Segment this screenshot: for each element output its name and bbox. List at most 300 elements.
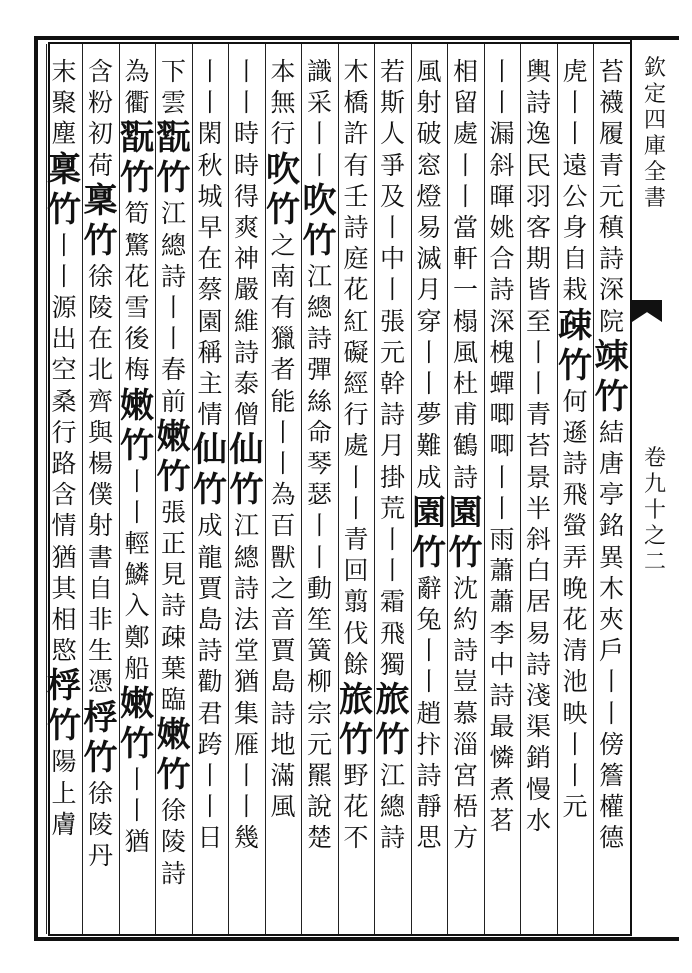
text-char: 獵 xyxy=(270,324,296,354)
entry-text xyxy=(119,198,155,385)
text-char: 江 xyxy=(306,261,332,291)
text-char: 齊 xyxy=(87,386,113,416)
text-char: 慕 xyxy=(452,698,478,728)
text-char: 深 xyxy=(489,306,515,336)
text-char: 詩 xyxy=(452,462,478,492)
text-column-15 xyxy=(83,56,119,871)
entry-text xyxy=(83,261,119,698)
entry-text xyxy=(192,510,228,853)
text-char: 丨 xyxy=(416,369,442,399)
text-char: 水 xyxy=(525,805,551,835)
text-char: 丨 xyxy=(343,493,369,523)
text-char: 膚 xyxy=(51,809,77,839)
text-char: 陵 xyxy=(160,827,186,857)
text-char: 丨 xyxy=(306,542,332,572)
text-char: 獨 xyxy=(379,649,405,679)
text-char: 甫 xyxy=(452,400,478,430)
text-char: 丨 xyxy=(452,181,478,211)
text-char: 花 xyxy=(124,261,150,291)
text-char: 丨 xyxy=(124,765,150,795)
text-char: 詩 xyxy=(233,573,259,603)
column-rule xyxy=(411,44,412,934)
text-char: 島 xyxy=(197,605,223,635)
entry-text xyxy=(156,795,192,889)
text-column-1 xyxy=(594,56,630,854)
text-char: 陽 xyxy=(51,747,77,777)
text-char: 射 xyxy=(87,511,113,541)
text-char: 一 xyxy=(452,275,478,305)
text-column-10 xyxy=(265,56,301,822)
heading-char: 仙 xyxy=(229,430,264,471)
text-char: 宮 xyxy=(452,761,478,791)
inner-border-top xyxy=(48,42,630,44)
text-char: 戶 xyxy=(598,636,624,666)
text-char: 野 xyxy=(343,761,369,791)
text-char: 淄 xyxy=(452,729,478,759)
entry-text xyxy=(557,56,593,306)
heading-char: 竹 xyxy=(83,220,118,261)
text-char: 入 xyxy=(124,591,150,621)
column-rule xyxy=(265,44,266,934)
text-char: 情 xyxy=(197,400,223,430)
text-char: 傍 xyxy=(598,729,624,759)
text-column-12 xyxy=(192,56,228,854)
text-char: 猶 xyxy=(233,667,259,697)
text-char: 江 xyxy=(160,199,186,229)
text-column-9 xyxy=(302,56,338,854)
text-char: 相 xyxy=(452,57,478,86)
text-char: 簷 xyxy=(598,761,624,791)
text-char: 為 xyxy=(270,480,296,510)
entry-heading xyxy=(156,715,192,795)
text-char: 青 xyxy=(525,400,551,430)
text-char: 地 xyxy=(270,729,296,759)
text-char: 幾 xyxy=(233,823,259,853)
text-char: 正 xyxy=(160,529,186,559)
text-char: 楚 xyxy=(306,823,332,853)
text-char: 丨 xyxy=(562,729,588,759)
text-char: 軒 xyxy=(452,244,478,274)
entry-heading xyxy=(411,493,447,573)
text-char: 後 xyxy=(124,324,150,354)
text-char: 丨 xyxy=(489,493,515,523)
text-char: 陵 xyxy=(87,293,113,323)
text-char: 愍 xyxy=(51,636,77,666)
text-char: 丨 xyxy=(306,119,332,149)
text-char: 早 xyxy=(197,213,223,243)
text-char: 二 xyxy=(643,550,666,575)
text-char: 自 xyxy=(562,244,588,274)
text-char: 庫 xyxy=(643,134,666,159)
text-char: 全 xyxy=(643,160,666,185)
text-char: 銘 xyxy=(598,511,624,541)
text-char: 丨 xyxy=(197,88,223,118)
text-char: 花 xyxy=(343,275,369,305)
entry-heading xyxy=(119,684,155,764)
text-char: 螢 xyxy=(562,511,588,541)
text-char: 亭 xyxy=(598,480,624,510)
text-char: 丨 xyxy=(160,293,186,323)
text-char: 賈 xyxy=(197,573,223,603)
text-char: 絲 xyxy=(306,386,332,416)
text-char: 異 xyxy=(598,542,624,572)
text-char: 得 xyxy=(233,181,259,211)
entry-heading xyxy=(83,181,119,261)
entry-text xyxy=(156,198,192,416)
text-char: 詩 xyxy=(416,761,442,791)
text-char: 為 xyxy=(124,57,150,86)
text-char: 丨 xyxy=(598,667,624,697)
text-char: 憑 xyxy=(87,667,113,697)
text-char: 詩 xyxy=(233,337,259,367)
heading-char: 翫 xyxy=(120,118,154,159)
text-char: 雁 xyxy=(233,729,259,759)
entry-text xyxy=(119,56,155,118)
text-char: 末 xyxy=(51,57,77,86)
heading-char: 竹 xyxy=(339,720,373,761)
text-char: 易 xyxy=(525,618,551,648)
text-char: 風 xyxy=(416,57,442,86)
entry-text xyxy=(411,56,447,493)
text-char: 丨 xyxy=(343,462,369,492)
text-char: 豈 xyxy=(452,667,478,697)
heading-char: 竹 xyxy=(120,724,154,765)
center-column-left-rule xyxy=(630,36,632,936)
heading-char: 竹 xyxy=(47,706,81,747)
text-char: 合 xyxy=(489,244,515,274)
text-char: 杜 xyxy=(452,369,478,399)
text-char: 之 xyxy=(270,230,296,260)
text-column-3 xyxy=(521,56,557,836)
text-char: 姚 xyxy=(489,213,515,243)
text-char: 命 xyxy=(306,417,332,447)
text-char: 茗 xyxy=(489,805,515,835)
text-char: 爽 xyxy=(233,213,259,243)
heading-char: 竹 xyxy=(120,158,154,199)
heading-char: 嫩 xyxy=(120,684,154,725)
text-char: 音 xyxy=(270,605,296,635)
text-char: 風 xyxy=(452,337,478,367)
text-char: 蟬 xyxy=(489,369,515,399)
text-char: 詩 xyxy=(197,636,223,666)
text-char: 桑 xyxy=(51,386,77,416)
text-char: 晚 xyxy=(562,573,588,603)
text-char: 有 xyxy=(270,293,296,323)
text-char: 丨 xyxy=(562,761,588,791)
text-char: 丨 xyxy=(379,275,405,305)
text-char: 書 xyxy=(643,186,666,211)
text-char: 丨 xyxy=(416,337,442,367)
entry-text xyxy=(46,56,82,150)
text-char: 神 xyxy=(233,244,259,274)
text-char: 丨 xyxy=(379,525,405,555)
text-char: 詩 xyxy=(160,858,186,888)
entry-text xyxy=(338,760,374,854)
entry-text xyxy=(265,56,301,150)
text-char: 丨 xyxy=(160,324,186,354)
text-char: 不 xyxy=(343,823,369,853)
text-char: 丨 xyxy=(51,230,77,260)
text-char: 之 xyxy=(270,573,296,603)
text-char: 猶 xyxy=(124,827,150,857)
column-rule xyxy=(82,44,83,934)
text-char: 燈 xyxy=(416,181,442,211)
text-char: 池 xyxy=(562,667,588,697)
text-char: 白 xyxy=(525,556,551,586)
text-char: 雪 xyxy=(124,293,150,323)
text-column-5 xyxy=(448,56,484,854)
text-char: 身 xyxy=(562,213,588,243)
column-rule xyxy=(447,44,448,934)
text-char: 行 xyxy=(343,400,369,430)
text-char: 景 xyxy=(525,462,551,492)
text-char: 丨 xyxy=(233,57,259,86)
text-char: 總 xyxy=(306,293,332,323)
text-char: 時 xyxy=(233,150,259,180)
text-char: 無 xyxy=(270,88,296,118)
entry-text xyxy=(448,56,484,493)
text-char: 源 xyxy=(51,293,77,323)
text-char: 深 xyxy=(598,275,624,305)
text-char: 期 xyxy=(525,244,551,274)
text-char: 皆 xyxy=(525,275,551,305)
heading-char: 竹 xyxy=(156,158,191,199)
text-char: 維 xyxy=(233,306,259,336)
text-char: 輿 xyxy=(525,57,551,86)
text-char: 唐 xyxy=(598,449,624,479)
column-rule xyxy=(557,44,558,934)
text-char: 丨 xyxy=(270,449,296,479)
entry-text xyxy=(448,573,484,854)
text-char: 民 xyxy=(525,150,551,180)
text-char: 遜 xyxy=(562,417,588,447)
heading-char: 竹 xyxy=(375,720,410,761)
text-char: 柳 xyxy=(306,667,332,697)
text-char: 滿 xyxy=(270,761,296,791)
entry-text xyxy=(156,497,192,715)
text-char: 含 xyxy=(51,480,77,510)
text-char: 琴 xyxy=(306,449,332,479)
text-char: 逸 xyxy=(525,119,551,149)
text-char: 北 xyxy=(87,355,113,385)
entry-text xyxy=(83,56,119,181)
text-char: 靜 xyxy=(416,792,442,822)
column-rule xyxy=(119,44,120,934)
entry-text xyxy=(46,230,82,667)
entry-heading xyxy=(448,493,484,573)
entry-text xyxy=(156,56,192,118)
text-char: 射 xyxy=(416,88,442,118)
heading-char: 稟 xyxy=(83,180,118,221)
text-char: 丨 xyxy=(379,213,405,243)
heading-char: 嫩 xyxy=(156,416,191,457)
text-char: 在 xyxy=(87,324,113,354)
text-char: 處 xyxy=(343,431,369,461)
text-char: 丨 xyxy=(124,466,150,496)
text-char: 城 xyxy=(197,181,223,211)
heading-char: 嫩 xyxy=(120,385,154,426)
column-rule xyxy=(338,44,339,934)
text-char: 飛 xyxy=(379,618,405,648)
text-char: 客 xyxy=(525,213,551,243)
text-char: 花 xyxy=(562,605,588,635)
text-char: 月 xyxy=(379,431,405,461)
text-char: 映 xyxy=(562,698,588,728)
entry-text xyxy=(411,573,447,854)
text-column-4 xyxy=(484,56,520,836)
text-char: 情 xyxy=(51,511,77,541)
text-char: 船 xyxy=(124,653,150,683)
text-char: 襪 xyxy=(598,88,624,118)
heading-char: 竹 xyxy=(594,376,629,417)
text-char: 蕭 xyxy=(489,556,515,586)
text-char: 成 xyxy=(416,462,442,492)
text-char: 經 xyxy=(343,369,369,399)
text-char: 其 xyxy=(51,573,77,603)
entry-heading xyxy=(119,386,155,466)
text-char: 龍 xyxy=(197,542,223,572)
text-char: 處 xyxy=(452,119,478,149)
text-char: 斜 xyxy=(525,525,551,555)
text-char: 秋 xyxy=(197,150,223,180)
text-char: 丨 xyxy=(197,792,223,822)
text-char: 約 xyxy=(452,605,478,635)
entry-text xyxy=(338,56,374,680)
heading-char: 竹 xyxy=(266,189,300,230)
text-char: 權 xyxy=(598,792,624,822)
text-char: 蕭 xyxy=(489,587,515,617)
text-char: 丨 xyxy=(489,88,515,118)
entry-text xyxy=(375,56,411,680)
heading-char: 竹 xyxy=(47,189,81,230)
text-char: 履 xyxy=(598,119,624,149)
text-char: 筍 xyxy=(124,199,150,229)
entry-heading xyxy=(229,430,265,510)
text-char: 丨 xyxy=(306,150,332,180)
text-char: 衢 xyxy=(124,88,150,118)
text-char: 自 xyxy=(87,573,113,603)
text-char: 詩 xyxy=(343,213,369,243)
text-char: 穿 xyxy=(416,306,442,336)
text-char: 至 xyxy=(525,306,551,336)
text-char: 丨 xyxy=(489,57,515,86)
text-char: 前 xyxy=(160,386,186,416)
text-char: 百 xyxy=(270,511,296,541)
text-column-11 xyxy=(229,56,265,854)
text-char: 詩 xyxy=(379,400,405,430)
text-char: 詩 xyxy=(160,261,186,291)
text-char: 君 xyxy=(197,698,223,728)
text-char: 斜 xyxy=(489,150,515,180)
text-char: 徐 xyxy=(87,778,113,808)
text-char: 成 xyxy=(197,511,223,541)
text-char: 回 xyxy=(343,556,369,586)
text-char: 李 xyxy=(489,618,515,648)
text-char: 德 xyxy=(598,823,624,853)
text-char: 兔 xyxy=(416,605,442,635)
text-char: 鄭 xyxy=(124,622,150,652)
heading-char: 竹 xyxy=(229,470,264,511)
inner-border-bottom xyxy=(48,934,630,936)
text-char: 花 xyxy=(343,792,369,822)
text-char: 丨 xyxy=(233,792,259,822)
text-char: 中 xyxy=(489,649,515,679)
column-rule xyxy=(46,44,47,934)
text-char: 幹 xyxy=(379,369,405,399)
text-char: 非 xyxy=(87,605,113,635)
entry-heading xyxy=(156,417,192,497)
text-char: 稱 xyxy=(197,337,223,367)
text-char: 壬 xyxy=(343,181,369,211)
text-char: 元 xyxy=(379,337,405,367)
text-char: 詩 xyxy=(525,88,551,118)
text-char: 九 xyxy=(643,472,666,497)
text-char: 鶴 xyxy=(452,431,478,461)
text-char: 堂 xyxy=(233,636,259,666)
text-char: 上 xyxy=(51,778,77,808)
text-char: 人 xyxy=(379,119,405,149)
text-char: 相 xyxy=(51,605,77,635)
text-char: 日 xyxy=(197,823,223,853)
text-column-2 xyxy=(557,56,593,822)
text-char: 槐 xyxy=(489,337,515,367)
text-char: 丨 xyxy=(562,119,588,149)
text-char: 唧 xyxy=(489,400,515,430)
text-char: 在 xyxy=(197,244,223,274)
text-char: 羆 xyxy=(306,761,332,791)
text-char: 月 xyxy=(416,275,442,305)
text-char: 丨 xyxy=(489,462,515,492)
entry-text xyxy=(302,261,338,854)
text-char: 淺 xyxy=(525,681,551,711)
entry-heading xyxy=(302,181,338,261)
text-char: 四 xyxy=(643,108,666,133)
text-char: 梧 xyxy=(452,792,478,822)
text-char: 榻 xyxy=(452,306,478,336)
text-char: 能 xyxy=(270,386,296,416)
text-char: 葉 xyxy=(160,653,186,683)
text-char: 丨 xyxy=(525,337,551,367)
text-char: 嚴 xyxy=(233,275,259,305)
text-char: 梅 xyxy=(124,355,150,385)
heading-char: 桴 xyxy=(47,666,81,707)
text-char: 與 xyxy=(87,417,113,447)
text-char: 木 xyxy=(598,573,624,603)
text-char: 本 xyxy=(270,57,296,86)
column-rule xyxy=(228,44,229,934)
entry-text xyxy=(119,466,155,684)
heading-char: 稟 xyxy=(47,149,81,190)
text-char: 丨 xyxy=(51,261,77,291)
text-char: 鱗 xyxy=(124,560,150,590)
text-char: 趙 xyxy=(416,698,442,728)
text-char: 楊 xyxy=(87,449,113,479)
text-char: 丨 xyxy=(197,761,223,791)
book-title xyxy=(641,56,669,212)
text-char: 元 xyxy=(598,181,624,211)
text-char: 蔡 xyxy=(197,275,223,305)
text-char: 徐 xyxy=(160,796,186,826)
text-char: 栽 xyxy=(562,275,588,305)
entry-heading xyxy=(156,118,192,198)
text-char: 留 xyxy=(452,88,478,118)
text-char: 飛 xyxy=(562,480,588,510)
text-char: 采 xyxy=(306,88,332,118)
entry-heading xyxy=(83,698,119,778)
entry-heading xyxy=(119,118,155,198)
text-char: 徐 xyxy=(87,261,113,291)
text-char: 夢 xyxy=(416,400,442,430)
